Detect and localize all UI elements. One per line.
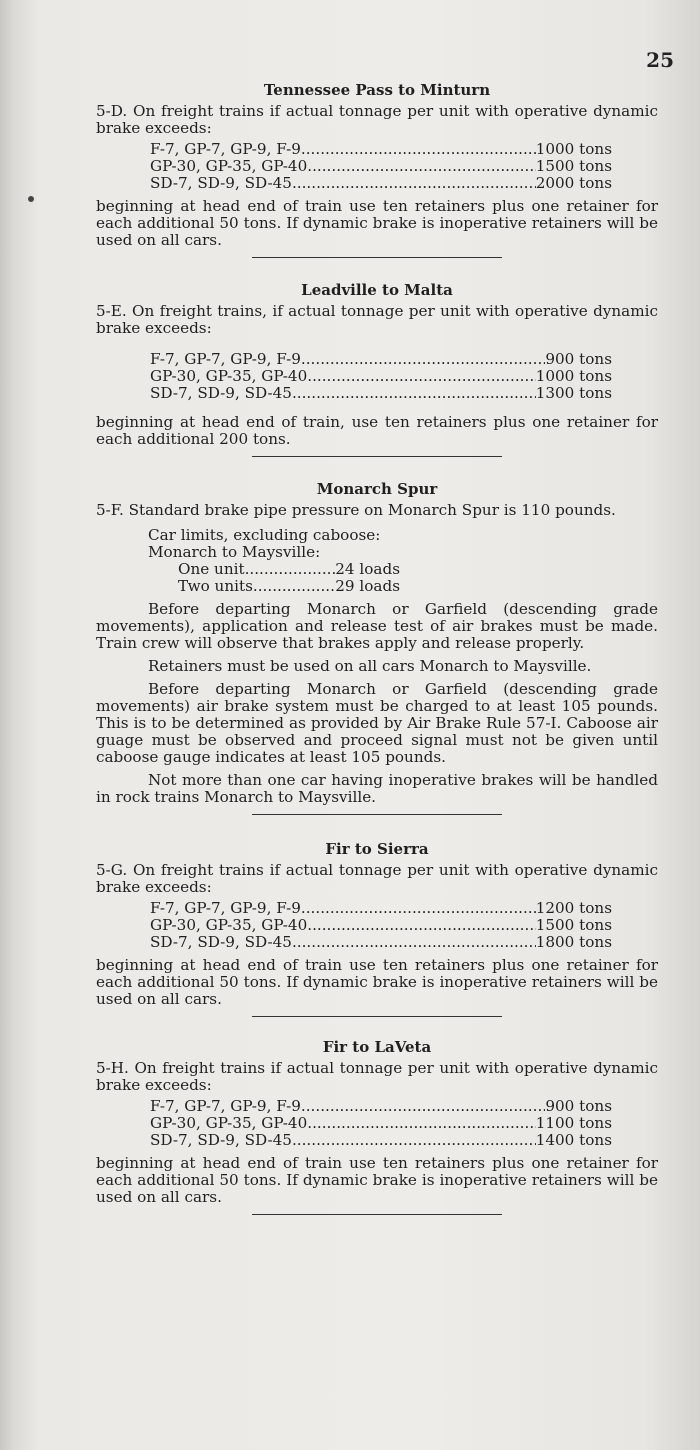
- section-tennessee-pass: [96, 82, 658, 258]
- paragraph: Retainers must be used on all cars Monarch to Maysville.: [148, 657, 592, 675]
- section-outro: beginning at head end of train use ten retainers plus one retainer for each additional 50 tons. If dynamic brake is inoperative retainers will be used on all cars.: [96, 197, 658, 249]
- car-limits: [148, 527, 658, 595]
- paragraph: Not more than one car having inoperative brakes will be handled in rock trains Monarch to Maysville.: [96, 771, 658, 806]
- ink-mark: [28, 196, 34, 202]
- section-title: Fir to Sierra: [325, 840, 429, 858]
- section-leadville-malta: [96, 282, 658, 457]
- section-outro: beginning at head end of train use ten retainers plus one retainer for each additional 50 tons. If dynamic brake is inoperative retainers will be used on all cars.: [96, 956, 658, 1008]
- section-title: Fir to LaVeta: [322, 1038, 432, 1056]
- section-divider: [252, 1214, 502, 1215]
- paragraph: Before departing Monarch or Garfield (descending grade movements) air brake system must be charged to at least 105 pounds. This is to be determined as provided by Air Brake Rule 57-I. Caboose air guage must be observed and proceed signal must not be given until caboose gauge indicates at least 105 pounds.: [96, 680, 658, 766]
- section-intro: 5-H. On freight trains if actual tonnage per unit with operative dynamic brake exceeds:: [96, 1059, 658, 1094]
- tonnage-row: SD-7, SD-9, SD-45 ..... 1800 tons: [150, 934, 612, 951]
- page-content: [96, 82, 658, 1215]
- tonnage-table: [150, 900, 612, 951]
- tonnage-row: GP-30, GP-35, GP-40 ..... 1000 tons: [150, 368, 612, 385]
- paragraph: Before departing Monarch or Garfield (descending grade movements), application and release test of air brakes must be made. Train crew will observe that brakes apply and release properly.: [96, 600, 658, 652]
- limit-row: One unit ..... 24 loads: [178, 561, 400, 578]
- section-fir-sierra: [96, 841, 658, 1017]
- limits-heading: Car limits, excluding caboose:: [148, 526, 381, 544]
- section-fir-laveta: [96, 1039, 658, 1215]
- tonnage-table: [150, 351, 612, 402]
- section-intro: 5-D. On freight trains if actual tonnage per unit with operative dynamic brake exceeds:: [96, 102, 658, 137]
- tonnage-row: F-7, GP-7, GP-9, F-9 ..... 900 tons: [150, 1098, 612, 1115]
- section-title: Tennessee Pass to Minturn: [263, 81, 491, 99]
- tonnage-row: SD-7, SD-9, SD-45 ..... 2000 tons: [150, 175, 612, 192]
- section-intro: 5-E. On freight trains, if actual tonnage per unit with operative dynamic brake exceeds:: [96, 302, 658, 337]
- limit-row: Two units ..... 29 loads: [178, 578, 400, 595]
- tonnage-table: [150, 1098, 612, 1149]
- tonnage-row: F-7, GP-7, GP-9, F-9 ..... 1200 tons: [150, 900, 612, 917]
- section-monarch-spur: [96, 481, 658, 815]
- page-number: 25: [646, 48, 674, 72]
- section-title: Monarch Spur: [316, 480, 438, 498]
- tonnage-table: [150, 141, 612, 192]
- tonnage-row: SD-7, SD-9, SD-45 ..... 1300 tons: [150, 385, 612, 402]
- section-outro: beginning at head end of train, use ten retainers plus one retainer for each additional 200 tons.: [96, 413, 658, 448]
- limits-route: Monarch to Maysville:: [148, 543, 321, 561]
- section-intro: 5-F. Standard brake pipe pressure on Monarch Spur is 110 pounds.: [96, 501, 616, 519]
- section-title: Leadville to Malta: [301, 281, 453, 299]
- tonnage-row: F-7, GP-7, GP-9, F-9 ..... 1000 tons: [150, 141, 612, 158]
- section-outro: beginning at head end of train use ten retainers plus one retainer for each additional 50 tons. If dynamic brake is inoperative retainers will be used on all cars.: [96, 1154, 658, 1206]
- tonnage-row: GP-30, GP-35, GP-40 ..... 1500 tons: [150, 917, 612, 934]
- tonnage-row: GP-30, GP-35, GP-40 ..... 1100 tons: [150, 1115, 612, 1132]
- tonnage-row: SD-7, SD-9, SD-45 ..... 1400 tons: [150, 1132, 612, 1149]
- tonnage-row: GP-30, GP-35, GP-40 ..... 1500 tons: [150, 158, 612, 175]
- tonnage-row: F-7, GP-7, GP-9, F-9 ..... 900 tons: [150, 351, 612, 368]
- section-intro: 5-G. On freight trains if actual tonnage per unit with operative dynamic brake exceeds:: [96, 861, 658, 896]
